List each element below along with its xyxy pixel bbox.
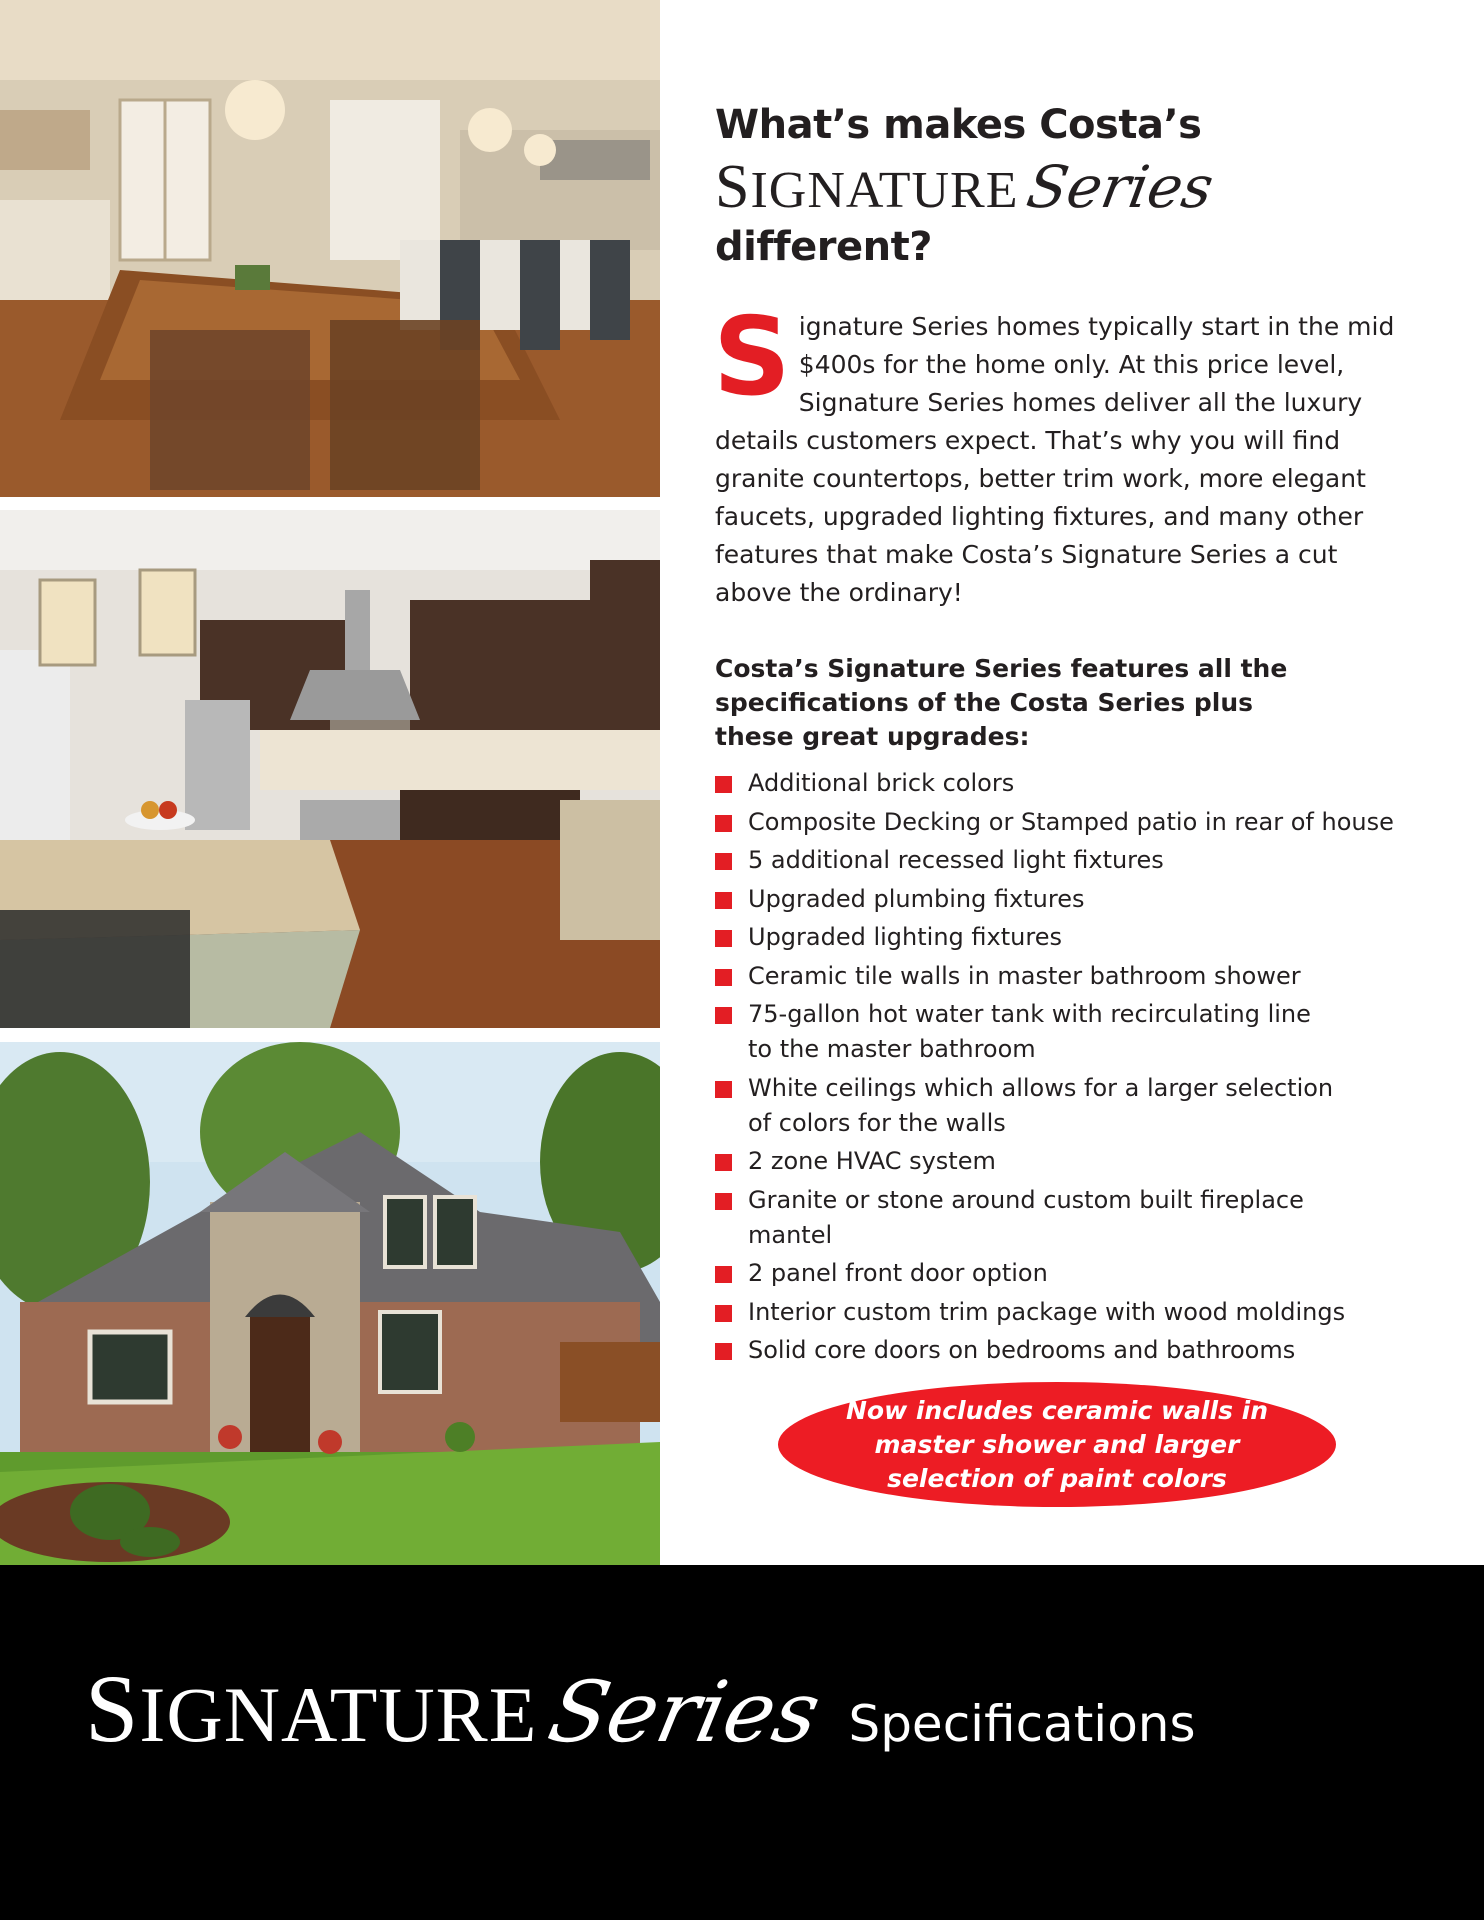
drop-cap: S <box>713 295 791 420</box>
bullet-square-icon <box>715 1154 732 1171</box>
signature-rest: IGNATURE <box>750 162 1019 219</box>
signature-series-wordmark <box>715 152 1415 221</box>
feature-item: 75-gallon hot water tank with recirculating line to the master bathroom <box>715 997 1335 1067</box>
heading-line3: different? <box>715 224 932 270</box>
house-exterior-photo <box>0 1042 660 1565</box>
kitchen-photo <box>0 510 660 1028</box>
content-column <box>715 100 1415 1372</box>
footer-title <box>85 1653 1196 1764</box>
bullet-square-icon <box>715 1193 732 1210</box>
features-list <box>715 766 1415 1368</box>
feature-item: Composite Decking or Stamped patio in rear of house <box>715 805 1415 840</box>
feature-item: 5 additional recessed light fixtures <box>715 843 1415 878</box>
bullet-square-icon <box>715 1266 732 1283</box>
footer-banner <box>0 1565 1484 1920</box>
bullet-square-icon <box>715 930 732 947</box>
bullet-square-icon <box>715 1343 732 1360</box>
bullet-square-icon <box>715 892 732 909</box>
footer-series-script: Series <box>540 1663 829 1761</box>
footer-signature-word <box>85 1653 537 1764</box>
feature-item: Interior custom trim package with wood moldings <box>715 1295 1415 1330</box>
heading-line1: What’s makes Costa’s <box>715 102 1202 148</box>
feature-item: White ceilings which allows for a larger selection of colors for the walls <box>715 1071 1335 1141</box>
signature-initial: S <box>715 153 751 221</box>
callout-text: Now includes ceramic walls in master shower and larger selection of paint colors <box>845 1395 1269 1493</box>
feature-item: Granite or stone around custom built fireplace mantel <box>715 1183 1335 1253</box>
bullet-square-icon <box>715 969 732 986</box>
bullet-square-icon <box>715 1081 732 1098</box>
feature-item: Upgraded plumbing fixtures <box>715 882 1415 917</box>
feature-item: Upgraded lighting fixtures <box>715 920 1415 955</box>
intro-text: ignature Series homes typically start in the mid $400s for the home only. At this price level, Signature Series homes deliver all the luxury details customers expect. That’s why you will find granite countertops, better trim work, more elegant faucets, upgraded lighting fixtures, and many other features that make Costa’s Signature Series a cut above the ordinary! <box>715 312 1395 607</box>
callout-oval <box>778 1382 1336 1507</box>
feature-item: 2 zone HVAC system <box>715 1144 1415 1179</box>
feature-item: Ceramic tile walls in master bathroom shower <box>715 959 1415 994</box>
dining-room-photo <box>0 0 660 497</box>
features-subheading: Costa’s Signature Series features all the specifications of the Costa Series plus these great upgrades: <box>715 654 1288 751</box>
signature-word <box>715 152 1018 223</box>
footer-specifications-label: Specifications <box>848 1695 1196 1753</box>
bullet-square-icon <box>715 1007 732 1024</box>
intro-paragraph <box>713 295 1395 612</box>
feature-item: Additional brick colors <box>715 766 1415 801</box>
bullet-square-icon <box>715 815 732 832</box>
feature-item: Solid core doors on bedrooms and bathrooms <box>715 1333 1415 1368</box>
bullet-square-icon <box>715 776 732 793</box>
footer-signature-rest: IGNATURE <box>139 1671 538 1758</box>
feature-item: 2 panel front door option <box>715 1256 1415 1291</box>
footer-signature-initial: S <box>85 1655 140 1762</box>
bullet-square-icon <box>715 1305 732 1322</box>
bullet-square-icon <box>715 853 732 870</box>
series-script-word: Series <box>1022 153 1219 221</box>
